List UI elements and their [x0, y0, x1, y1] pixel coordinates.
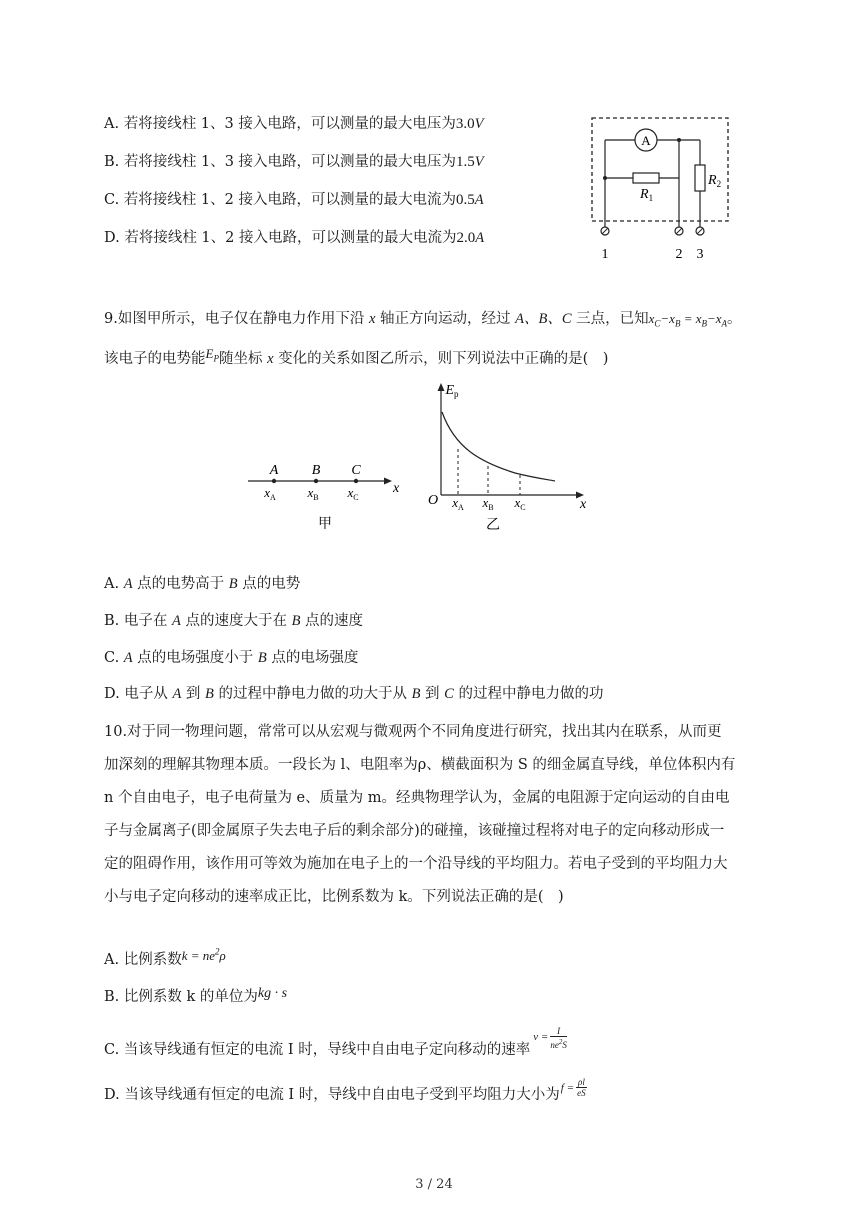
svg-text:A: A: [269, 463, 279, 478]
q8-option-d: D. 若将接线柱 1、2 接入电路，可以测量的最大电流为2.0A: [104, 230, 485, 246]
q8-option-b: B. 若将接线柱 1、3 接入电路，可以测量的最大电压为1.5V: [104, 154, 484, 170]
svg-text:xA: $x_A$: [264, 485, 276, 502]
q10-stem-line3: n 个自由电子，电子电荷量为 e、质量为 m。经典物理学认为，金属的电阻源于定向运动的自由电: [104, 790, 730, 806]
ammeter-label: A: [641, 133, 651, 148]
q10-option-d: D. 当该导线通有恒定的电流 I 时，导线中自由电子受到平均阻力大小为f = $\frac{\rho l}{eS}$: [104, 1076, 586, 1103]
q10-option-c: C. 当该导线通有恒定的电流 I 时，导线中自由电子定向移动的速率v = $\frac{I}{ne^2S}$: [104, 1026, 567, 1058]
q9-condition-formula: $x_C-x_B = x_B-x_A$: [648, 311, 728, 329]
svg-text:x: x: [393, 481, 400, 496]
page-number: 3 / 24: [415, 1177, 453, 1192]
svg-text:O: O: [427, 493, 439, 508]
r1-resistor-icon: [633, 173, 659, 183]
svg-text:C: C: [351, 463, 361, 478]
q9-stem-line2: 该电子的电势能$E_P$随坐标 x 变化的关系如图乙所示，则下列说法中正确的是( ): [104, 346, 609, 367]
r2-label: $R_2$: [708, 173, 722, 189]
q10-stem-line4: 子与金属离子(即金属原子失去电子后的剩余部分)的碰撞，该碰撞过程将对电子的定向移动形成一: [104, 823, 725, 839]
figure-jia: [240, 455, 410, 535]
ep-symbol: $E_P$: [205, 346, 219, 364]
svg-text:乙: 乙: [486, 518, 500, 533]
q10-option-b: B. 比例系数 k 的单位为kg · s: [104, 986, 288, 1005]
circuit-diagram: [585, 112, 735, 262]
r1-label: $R_1$: [640, 187, 654, 203]
q10-stem-line2: 加深刻的理解其物理本质。一段长为 l、电阻率为ρ、横截面积为 S 的细金属直导线，单位体积内有: [104, 757, 736, 773]
q9-stem-line1: 9.如图甲所示，电子仅在静电力作用下沿 x 轴正方向运动，经过 A、B、C 三点，已知$x_C-x_B = x_B-x_A$。: [104, 311, 742, 329]
unit-kg-s: kg · s: [257, 986, 288, 1001]
svg-text:1: 1: [601, 247, 609, 262]
q10-stem-line1: 10.对于同一物理问题，常常可以从宏观与微观两个不同角度进行研究，找出其内在联系，从而更: [104, 724, 722, 740]
q8-option-a: A. 若将接线柱 1、3 接入电路，可以测量的最大电压为3.0V: [104, 116, 484, 132]
svg-text:xB: $x_B$: [307, 485, 319, 502]
svg-text:B: B: [311, 463, 321, 478]
r2-resistor-icon: [695, 165, 705, 191]
q8-option-c: C. 若将接线柱 1、2 接入电路，可以测量的最大电流为0.5A: [104, 192, 484, 208]
q10-stem-line6: 小与电子定向移动的速率成正比，比例系数为 k。下列说法正确的是( ): [104, 889, 564, 905]
svg-text:2: 2: [675, 247, 683, 262]
svg-text:xC: $x_C$: [514, 495, 526, 512]
q9-option-b: B. 电子在 A 点的速度大于在 B 点的速度: [104, 613, 364, 629]
formula-f: f =: [560, 1082, 575, 1094]
q10-stem-line5: 定的阻碍作用，该作用可等效为施加在电子上的一个沿导线的平均阻力。若电子受到的平均阻力大: [104, 856, 728, 872]
q9-option-c: C. A 点的电场强度小于 B 点的电场强度: [104, 650, 359, 666]
svg-text:甲: 甲: [318, 517, 332, 532]
svg-text:xB: $x_B$: [482, 495, 494, 512]
q10-option-a: A. 比例系数$k = ne^2\rho$: [104, 946, 226, 968]
formula-v: v =: [533, 1031, 549, 1043]
svg-text:3: 3: [696, 247, 704, 262]
svg-text:x: x: [580, 497, 587, 512]
svg-text:xC: $x_C$: [347, 485, 359, 502]
formula-k: $k = ne^2\rho$: [181, 946, 226, 963]
q9-option-d: D. 电子从 A 到 B 的过程中静电力做的功大于从 B 到 C 的过程中静电力做的功: [104, 686, 604, 702]
svg-text:Ep: $E_p$: [445, 383, 459, 399]
ep-curve: [442, 412, 555, 481]
svg-text:xA: $x_A$: [452, 495, 464, 512]
figure-yi: [425, 378, 595, 538]
q9-option-a: A. A 点的电势高于 B 点的电势: [104, 576, 301, 592]
